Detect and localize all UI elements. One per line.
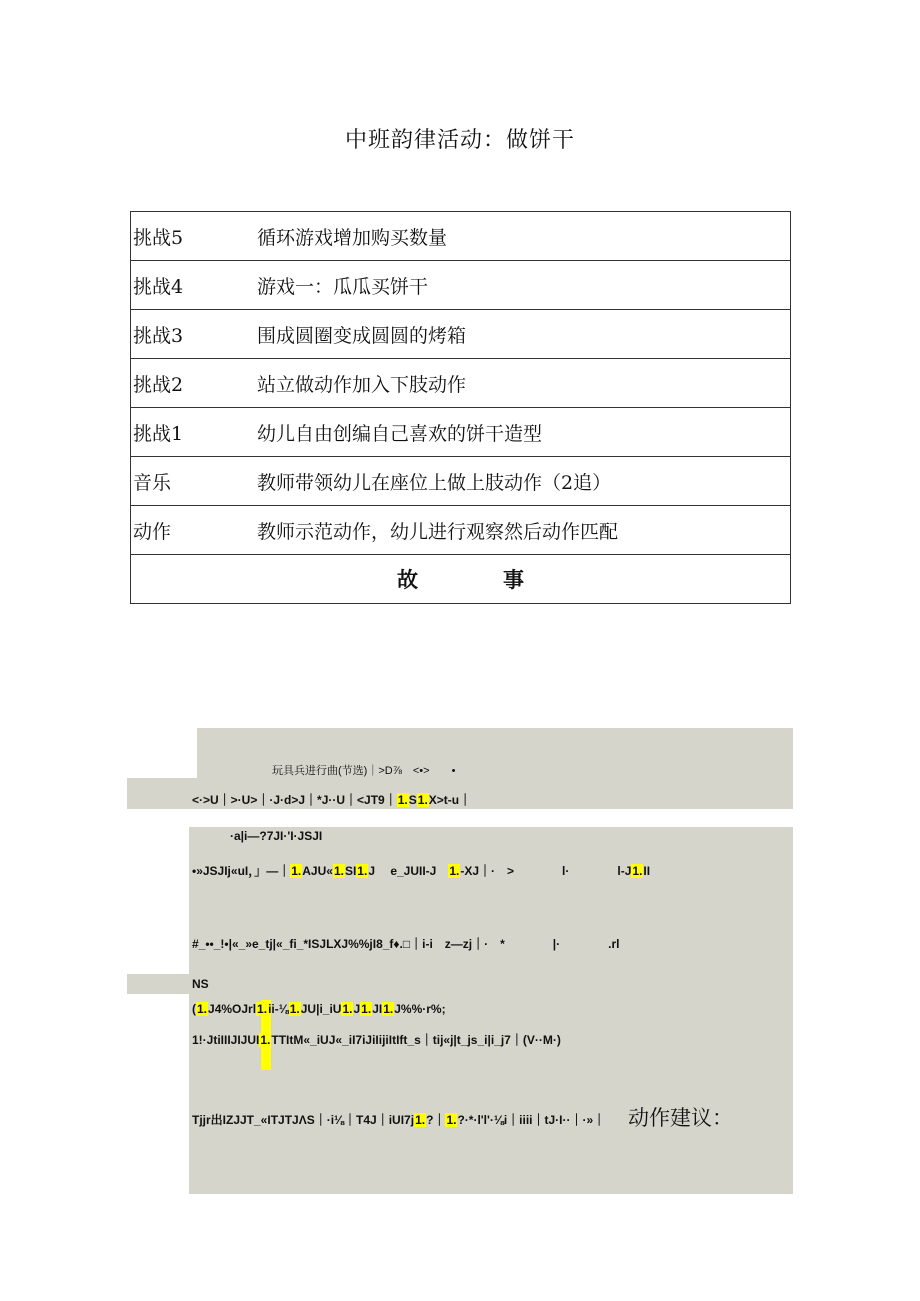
score-line-7: (1.J4%OJrl1.ii-⅛1.JU|i_iU1.J1.JI1.J%%·r%;: [192, 1002, 446, 1016]
score-line-6: NS: [192, 977, 209, 991]
row-text: 教师带领幼儿在座位上做上肢动作（2追）: [253, 457, 791, 506]
row-text: 教师示范动作，幼儿进行观察然后动作匹配: [253, 506, 791, 555]
row-label: 动作: [131, 506, 254, 555]
row-label: 挑战5: [131, 212, 254, 261]
row-text: 围成圆圈变成圆圆的烤箱: [253, 310, 791, 359]
score-strip-5: [189, 994, 793, 1194]
score-line-1: 玩具兵进行曲(节选)｜>D⅞ <•> •: [272, 765, 456, 777]
row-label: 挑战3: [131, 310, 254, 359]
row-label: 挑战4: [131, 261, 254, 310]
row-text: 循环游戏增加购买数量: [253, 212, 791, 261]
table-row: [131, 359, 791, 408]
score-line-9: Tjjr出IZJJT_«ITJTJΛS｜·i⅛｜T4J｜iUI7j1.?｜1.?·*·l'l'·⅛i｜iiii｜tJ·I··｜·»｜: [192, 1113, 606, 1127]
row-label: 挑战2: [131, 359, 254, 408]
row-label: 挑战1: [131, 408, 254, 457]
score-line-2: <·>U｜>·U>｜·J·d>J｜*J··U｜<JT9｜1.S1.X>t-u｜: [192, 793, 472, 807]
row-text: 幼儿自由创编自己喜欢的饼干造型: [253, 408, 791, 457]
story-cell: 故事: [131, 555, 791, 604]
row-text: 游戏一：瓜瓜买饼干: [253, 261, 791, 310]
score-line-8: 1!·JtiIIIJIJUI1.TTItM«_iUJ«_iI7iJiIijiItIft_s｜tij«j|t_js_i|i_j7｜(V··M·): [192, 1033, 561, 1047]
row-text: 站立做动作加入下肢动作: [253, 359, 791, 408]
score-line-4: •»JSJIj«uI，」—｜1.AJU«1.SI1.J e_JUII-J 1.-XJ｜· > l· l-J1.II: [192, 864, 651, 878]
story-row: [131, 555, 791, 604]
movement-advice: 动作建议：: [628, 1106, 733, 1130]
score-strip-4: [127, 974, 793, 994]
page-title: 中班韵律活动：做饼干: [344, 128, 575, 153]
score-line-3: ·a|i—?7JI·'I·JSJI: [230, 829, 323, 843]
table-row: [131, 212, 791, 261]
table-row: [131, 408, 791, 457]
table-row: [131, 506, 791, 555]
table-row: [131, 457, 791, 506]
table-row: [131, 310, 791, 359]
table-row: [131, 261, 791, 310]
activity-table: [130, 211, 791, 604]
row-label: 音乐: [131, 457, 254, 506]
score-line-5: #_••_!•|«_»e_tj|«_fi_*ISJLXJ%%jI8_f♦.□｜i-i z—zj｜· * |· .rl: [192, 937, 620, 951]
